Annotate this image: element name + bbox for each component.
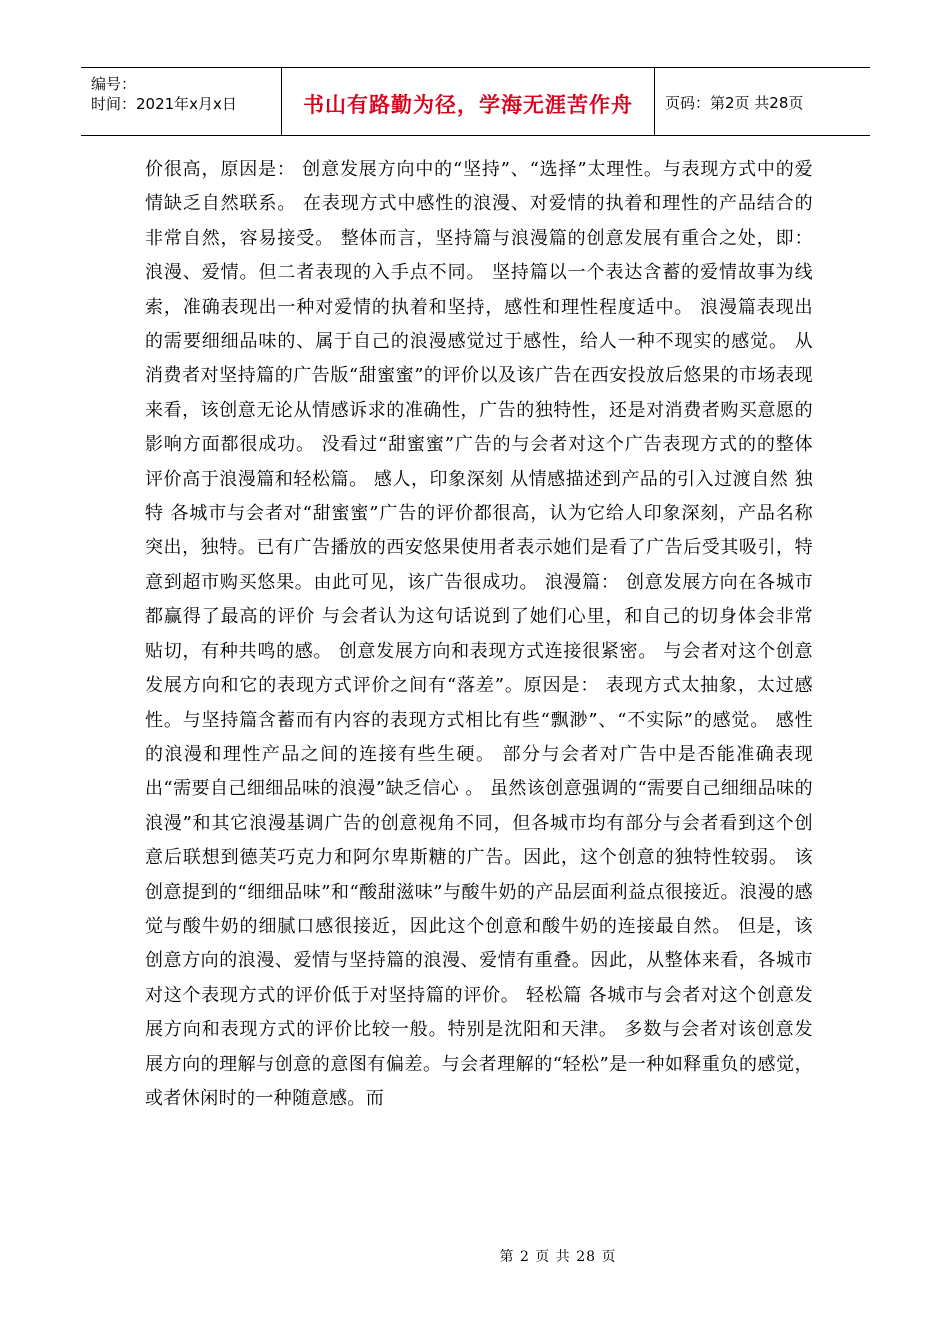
footer-page-number: 第 2 页 共 28 页: [499, 1249, 617, 1265]
body-paragraph: 价很高，原因是： 创意发展方向中的“坚持”、“选择”太理性。与表现方式中的爱情缺乏自然联系。 在表现方式中感性的浪漫、对爱情的执着和理性的产品结合的非常自然，容易接受。 整体而言，坚持篇与浪漫篇的创意发展有重合之处，即：浪漫、爱情。但二者表现的入手点不同。 坚持篇以一个表达含蓄的爱情故事为线索，准确表现出一种对爱情的执着和坚持，感性和理性程度适中。 浪漫篇表现出的需要细细品味的、属于自己的浪漫感觉过于感性，给人一种不现实的感觉。 从消费者对坚持篇的广告版“甜蜜蜜”的评价以及该广告在西安投放后悠果的市场表现来看，该创意无论从情感诉求的准确性，广告的独特性，还是对消费者购买意愿的影响方面都很成功。 没看过“甜蜜蜜”广告的与会者对这个广告表现方式的的整体评价高于浪漫篇和轻松篇。 感人，印象深刻 从情感描述到产品的引入过渡自然 独特 各城市与会者对“甜蜜蜜”广告的评价都很高，认为它给人印象深刻，产品名称突出，独特。已有广告播放的西安悠果使用者表示她们是看了广告后受其吸引，特意到超市购买悠果。由此可见，该广告很成功。 浪漫篇： 创意发展方向在各城市都赢得了最高的评价 与会者认为这句话说到了她们心里，和自己的切身体会非常贴切，有种共鸣的感。 创意发展方向和表现方式连接很紧密。 与会者对这个创意发展方向和它的表现方式评价之间有“落差”。原因是： 表现方式太抽象，太过感性。与坚持篇含蓄而有内容的表现方式相比有些“飘渺”、“不实际”的感觉。 感性的浪漫和理性产品之间的连接有些生硬。 部分与会者对广告中是否能准确表现出“需要自己细细品味的浪漫”缺乏信心 。 虽然该创意强调的“需要自己细细品味的浪漫”和其它浪漫基调广告的创意视角不同，但各城市均有部分与会者看到这个创意后联想到德芙巧克力和阿尔卑斯糖的广告。因此，这个创意的独特性较弱。 该创意提到的“细细品味”和“酸甜滋味”与酸牛奶的产品层面利益点很接近。浪漫的感觉与酸牛奶的细腻口感很接近，因此这个创意和酸牛奶的连接最自然。 但是，该创意方向的浪漫、爱情与坚持篇的浪漫、爱情有重叠。因此，从整体来看，各城市对这个表现方式的评价低于对坚持篇的评价。 轻松篇 各城市与会者对这个创意发展方向和表现方式的评价比较一般。特别是沈阳和天津。 多数与会者对该创意发展方向的理解与创意的意图有偏差。与会者理解的“轻松”是一种如释重负的感觉，或者休闲时的一种随意感。而: [145, 159, 813, 1109]
motto-text: 书山有路勤为径，学海无涯苦作舟: [303, 92, 633, 117]
header-page-cell: [655, 68, 870, 135]
header-motto-cell: [282, 68, 655, 135]
page-info: 页码：第2页 共28页: [665, 94, 804, 112]
code-label: 编号：: [91, 75, 137, 93]
page-header: [81, 67, 870, 136]
date-line: 时间：2021年x月x日: [91, 95, 237, 113]
header-meta-cell: [81, 68, 282, 135]
document-body: [145, 153, 813, 1116]
page-footer: [0, 1246, 950, 1266]
